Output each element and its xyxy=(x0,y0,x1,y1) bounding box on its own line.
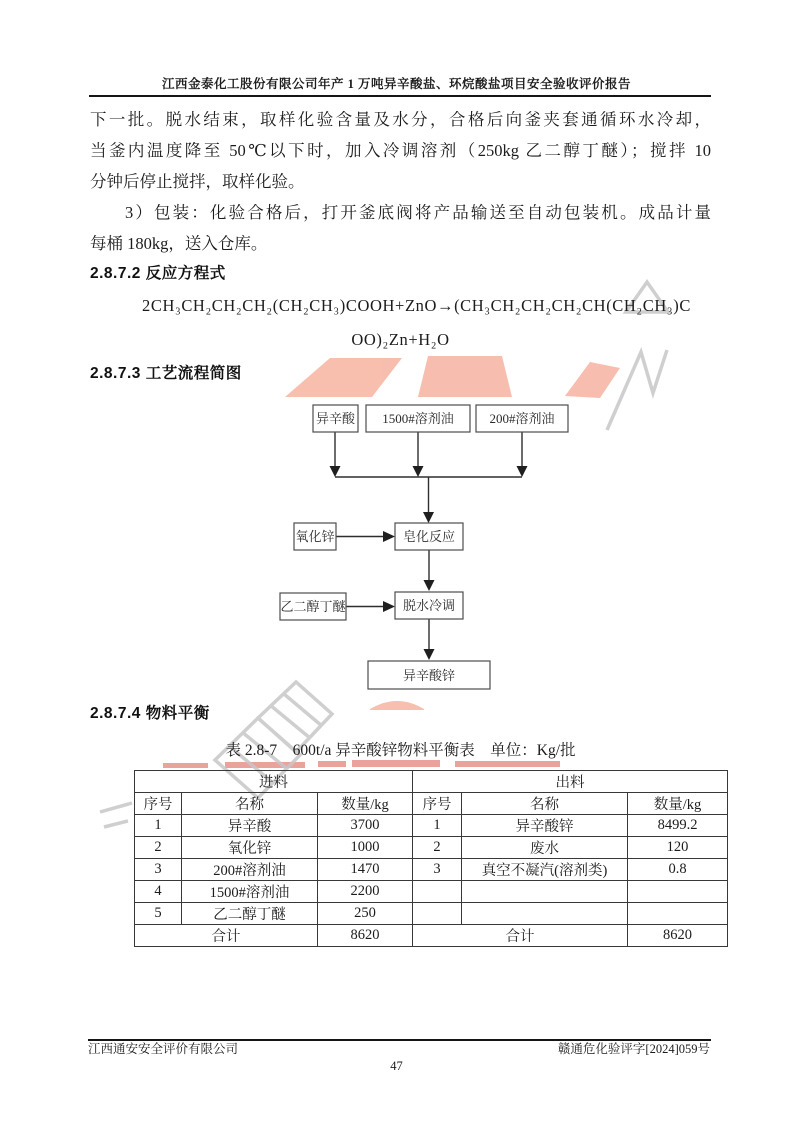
table-row xyxy=(135,837,728,859)
table-cell: 2 xyxy=(413,837,462,859)
table-cell: 氧化锌 xyxy=(182,837,318,859)
flowchart-node-zinc-isooctanoate: 异辛酸锌 xyxy=(402,668,456,683)
paragraph-line: 分钟后停止搅拌，取样化验。 xyxy=(90,172,305,191)
table-total-row xyxy=(135,925,728,947)
table-cell: 2200 xyxy=(318,881,413,903)
table-cell: 1470 xyxy=(318,859,413,881)
material-balance-table-title: 表 2.8-7 600t/a 异辛酸锌物料平衡表 单位：Kg/批 xyxy=(225,742,576,759)
paragraph-line: 当釜内温度降至 50℃以下时，加入冷调溶剂（250kg 乙二醇丁醚）；搅拌 10 xyxy=(90,141,711,160)
table-cell: 3 xyxy=(135,859,182,881)
table-cell xyxy=(413,881,462,903)
reaction-equation-line1: 2CH₃CH₂CH₂CH₂(CH₂CH₃)COOH+ZnO→(CH₃CH₂CH₂CH₂CH(CH₂CH₃)C xyxy=(142,296,691,315)
group-header-out: 出料 xyxy=(413,771,728,793)
total-value-out: 8620 xyxy=(628,925,728,947)
col-header: 序号 xyxy=(413,793,462,815)
table-cell: 4 xyxy=(135,881,182,903)
col-header: 数量/kg xyxy=(318,793,413,815)
watermark-red-underline xyxy=(163,760,560,768)
paragraph-line: 3）包装：化验合格后，打开釜底阀将产品输送至自动包装机。成品计量 xyxy=(125,203,711,222)
flowchart-node-isooctanoic-acid: 异辛酸 xyxy=(315,411,356,426)
section-heading-reaction: 2.8.7.2 反应方程式 xyxy=(90,265,226,282)
flowchart-node-butyl-glycol-ether: 乙二醇丁醚 xyxy=(280,599,346,614)
table-cell: 真空不凝汽(溶剂类) xyxy=(462,859,628,881)
table-cell: 5 xyxy=(135,903,182,925)
flowchart-node-saponification: 皂化反应 xyxy=(402,529,456,544)
total-label-out: 合计 xyxy=(413,925,628,947)
section-heading-process: 2.8.7.3 工艺流程简图 xyxy=(90,365,242,382)
report-header-title: 江西金泰化工股份有限公司年产 1 万吨异辛酸盐、环烷酸盐项目安全验收评价报告 xyxy=(161,77,631,91)
table-cell: 250 xyxy=(318,903,413,925)
col-header: 名称 xyxy=(182,793,318,815)
table-cell: 3700 xyxy=(318,815,413,837)
table-cell: 2 xyxy=(135,837,182,859)
table-cell xyxy=(628,881,728,903)
table-cell: 0.8 xyxy=(628,859,728,881)
total-value-in: 8620 xyxy=(318,925,413,947)
table-cell: 废水 xyxy=(462,837,628,859)
table-column-header-row xyxy=(135,793,728,815)
table-cell xyxy=(628,903,728,925)
table-row xyxy=(135,903,728,925)
table-cell: 1000 xyxy=(318,837,413,859)
process-flow-diagram xyxy=(265,398,595,696)
table-cell: 异辛酸锌 xyxy=(462,815,628,837)
table-row xyxy=(135,859,728,881)
table-cell xyxy=(413,903,462,925)
flowchart-node-200-solvent-oil: 200#溶剂油 xyxy=(489,411,555,426)
col-header: 数量/kg xyxy=(628,793,728,815)
table-row xyxy=(135,881,728,903)
flowchart-boxes xyxy=(280,405,568,689)
flowchart-node-dehydration-cooling: 脱水冷调 xyxy=(402,598,456,613)
table-cell: 1500#溶剂油 xyxy=(182,881,318,903)
material-balance-table xyxy=(134,770,728,947)
section-heading-material: 2.8.7.4 物料平衡 xyxy=(90,705,210,722)
table-cell: 异辛酸 xyxy=(182,815,318,837)
paragraph-line: 下一批。脱水结束，取样化验含量及水分，合格后向釜夹套通循环水冷却， xyxy=(90,110,711,129)
table-cell: 3 xyxy=(413,859,462,881)
table-cell: 120 xyxy=(628,837,728,859)
table-cell xyxy=(462,881,628,903)
reaction-equation-line2: OO)₂Zn+H₂O xyxy=(351,330,450,349)
col-header: 序号 xyxy=(135,793,182,815)
table-cell: 200#溶剂油 xyxy=(182,859,318,881)
page-number: 47 xyxy=(390,1059,403,1073)
header-rule xyxy=(89,95,711,97)
flowchart-node-zinc-oxide: 氧化锌 xyxy=(295,529,335,544)
footer-company: 江西通安安全评价有限公司 xyxy=(88,1042,239,1056)
total-label-in: 合计 xyxy=(135,925,318,947)
table-cell: 1 xyxy=(135,815,182,837)
table-group-header-row xyxy=(135,771,728,793)
col-header: 名称 xyxy=(462,793,628,815)
table-cell: 8499.2 xyxy=(628,815,728,837)
table-cell: 乙二醇丁醚 xyxy=(182,903,318,925)
table-row xyxy=(135,815,728,837)
group-header-in: 进料 xyxy=(135,771,413,793)
table-cell: 1 xyxy=(413,815,462,837)
paragraph-line: 每桶 180kg，送入仓库。 xyxy=(90,234,268,253)
body-text xyxy=(90,104,711,259)
table-cell xyxy=(462,903,628,925)
footer-doc-number: 赣通危化验评字[2024]059号 xyxy=(557,1042,710,1056)
flowchart-node-1500-solvent-oil: 1500#溶剂油 xyxy=(382,411,454,426)
